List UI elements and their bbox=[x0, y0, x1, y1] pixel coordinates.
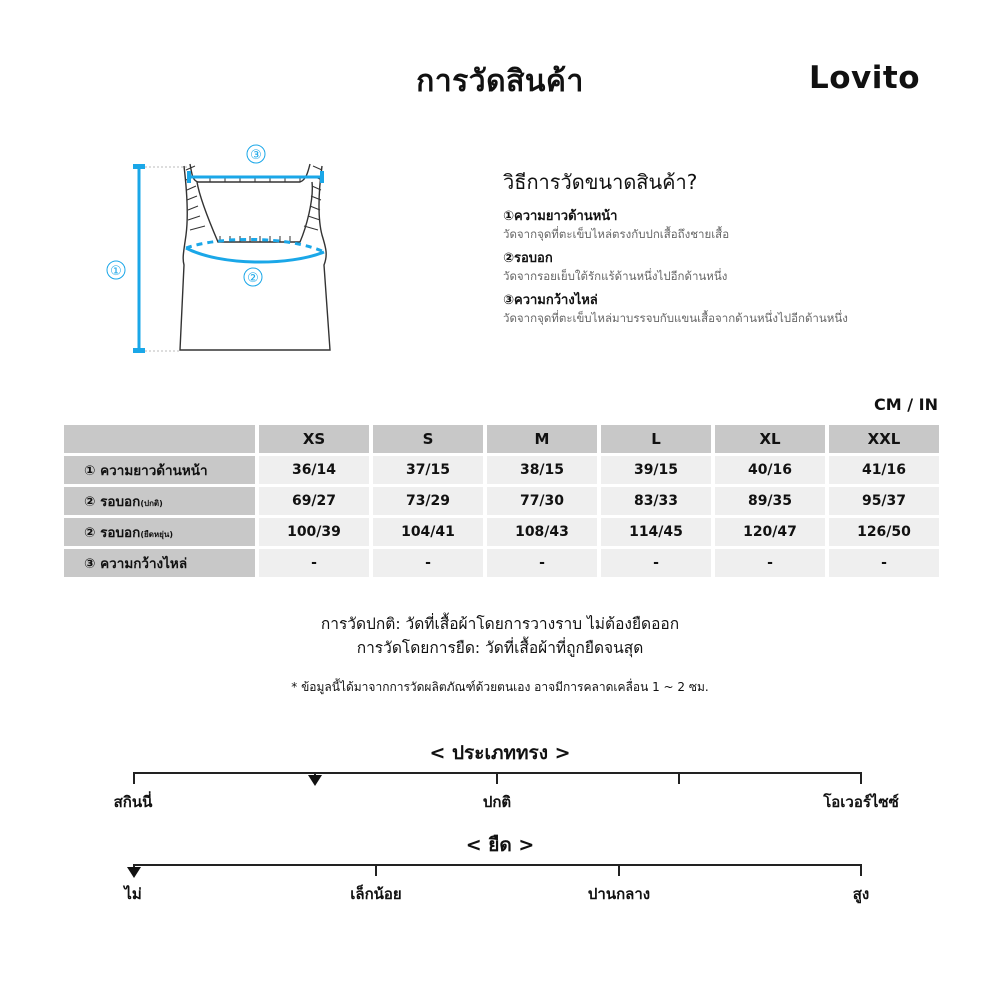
stretch-tick bbox=[860, 864, 862, 876]
row-label: ③ ความกว้างไหล่ bbox=[64, 549, 255, 577]
stretch-label-slight: เล็กน้อย bbox=[350, 885, 402, 903]
table-cell: 95/37 bbox=[829, 487, 939, 515]
size-header: L bbox=[601, 425, 711, 453]
fit-tick bbox=[860, 772, 862, 784]
instruction-desc: วัดจากรอยเย็บใต้รักแร้ด้านหนึ่งไปอีกด้านหนึ่ง bbox=[503, 269, 728, 283]
fit-label-oversize: โอเวอร์ไซซ์ bbox=[823, 793, 899, 811]
stretch-label-none: ไม่ bbox=[124, 885, 142, 903]
page-title: การวัดสินค้า bbox=[416, 64, 584, 99]
size-header: S bbox=[373, 425, 483, 453]
fit-tick bbox=[133, 772, 135, 784]
table-cell: 69/27 bbox=[259, 487, 369, 515]
instruction-name: ③ความกว้างไหล่ bbox=[503, 293, 598, 308]
table-row bbox=[64, 518, 939, 546]
table-corner bbox=[64, 425, 255, 453]
note-line: การวัดโดยการยืด: วัดที่เสื้อผ้าที่ถูกยืดจนสุด bbox=[356, 639, 644, 657]
brand-logo: Lovito bbox=[808, 60, 920, 96]
table-cell: 41/16 bbox=[829, 456, 939, 484]
measurement-notes bbox=[0, 612, 1000, 660]
marker-3: ③ bbox=[250, 148, 262, 163]
stretch-selected-marker bbox=[127, 867, 141, 878]
row-label: ② รอบอก(ปกติ) bbox=[64, 487, 255, 515]
note-line: การวัดปกติ: วัดที่เสื้อผ้าโดยการวางราบ ไม่ต้องยืดออก bbox=[320, 615, 680, 633]
size-header: XXL bbox=[829, 425, 939, 453]
table-cell: 38/15 bbox=[487, 456, 597, 484]
fit-tick bbox=[678, 772, 680, 784]
row-label: ① ความยาวด้านหน้า bbox=[64, 456, 255, 484]
table-row bbox=[64, 456, 939, 484]
table-cell: - bbox=[715, 549, 825, 577]
table-cell: 120/47 bbox=[715, 518, 825, 546]
table-cell: 83/33 bbox=[601, 487, 711, 515]
row-label: ② รอบอก(ยืดหยุ่น) bbox=[64, 518, 255, 546]
stretch-label-high: สูง bbox=[852, 885, 870, 903]
table-cell: - bbox=[259, 549, 369, 577]
front-length-measure bbox=[133, 164, 145, 353]
table-cell: 100/39 bbox=[259, 518, 369, 546]
stretch-label-medium: ปานกลาง bbox=[587, 885, 651, 903]
table-row bbox=[64, 549, 939, 577]
measure-instructions bbox=[503, 166, 963, 334]
stretch-tick bbox=[618, 864, 620, 876]
instructions-title: วิธีการวัดขนาดสินค้า? bbox=[503, 170, 698, 194]
fit-selected-marker bbox=[308, 775, 322, 786]
instruction-desc: วัดจากจุดที่ตะเข็บไหล่มาบรรจบกับแขนเสื้อจากด้านหนึ่งไปอีกด้านหนึ่ง bbox=[503, 311, 848, 325]
stretch-scale bbox=[124, 864, 870, 924]
marker-1: ① bbox=[110, 264, 122, 279]
size-table bbox=[60, 422, 943, 580]
table-cell: 36/14 bbox=[259, 456, 369, 484]
fit-scale-title: < ประเภททรง > bbox=[429, 742, 571, 764]
unit-label: CM / IN bbox=[874, 395, 938, 414]
fit-scale bbox=[113, 772, 899, 832]
stretch-scale-line bbox=[133, 864, 862, 866]
instruction-name: ②รอบอก bbox=[503, 251, 553, 266]
table-cell: 104/41 bbox=[373, 518, 483, 546]
table-cell: 73/29 bbox=[373, 487, 483, 515]
size-header: M bbox=[487, 425, 597, 453]
table-cell: - bbox=[373, 549, 483, 577]
table-cell: 39/15 bbox=[601, 456, 711, 484]
table-cell: 37/15 bbox=[373, 456, 483, 484]
table-cell: 40/16 bbox=[715, 456, 825, 484]
table-cell: - bbox=[601, 549, 711, 577]
bust-measure bbox=[186, 239, 324, 262]
fit-label-skinny: สกินนี่ bbox=[113, 793, 153, 811]
size-header: XL bbox=[715, 425, 825, 453]
table-cell: 108/43 bbox=[487, 518, 597, 546]
marker-2: ② bbox=[247, 271, 259, 286]
table-cell: 114/45 bbox=[601, 518, 711, 546]
footnote: * ข้อมูลนี้ได้มาจากการวัดผลิตภัณฑ์ด้วยตนเอง อาจมีการคลาดเคลื่อน 1 ~ 2 ซม. bbox=[291, 680, 709, 694]
table-cell: 77/30 bbox=[487, 487, 597, 515]
garment-diagram bbox=[100, 140, 360, 370]
table-cell: 89/35 bbox=[715, 487, 825, 515]
stretch-tick bbox=[375, 864, 377, 876]
table-cell: - bbox=[487, 549, 597, 577]
instruction-name: ①ความยาวด้านหน้า bbox=[503, 209, 618, 224]
fit-tick bbox=[496, 772, 498, 784]
table-cell: - bbox=[829, 549, 939, 577]
instruction-front-length bbox=[503, 208, 963, 243]
instruction-desc: วัดจากจุดที่ตะเข็บไหล่ตรงกับปกเสื้อถึงชายเสื้อ bbox=[503, 227, 730, 241]
instruction-bust bbox=[503, 250, 963, 285]
stretch-scale-title: < ยืด > bbox=[465, 834, 535, 856]
fit-label-regular: ปกติ bbox=[482, 793, 512, 811]
instruction-shoulder bbox=[503, 292, 963, 327]
table-header-row bbox=[64, 425, 939, 453]
table-cell: 126/50 bbox=[829, 518, 939, 546]
size-header: XS bbox=[259, 425, 369, 453]
table-row bbox=[64, 487, 939, 515]
